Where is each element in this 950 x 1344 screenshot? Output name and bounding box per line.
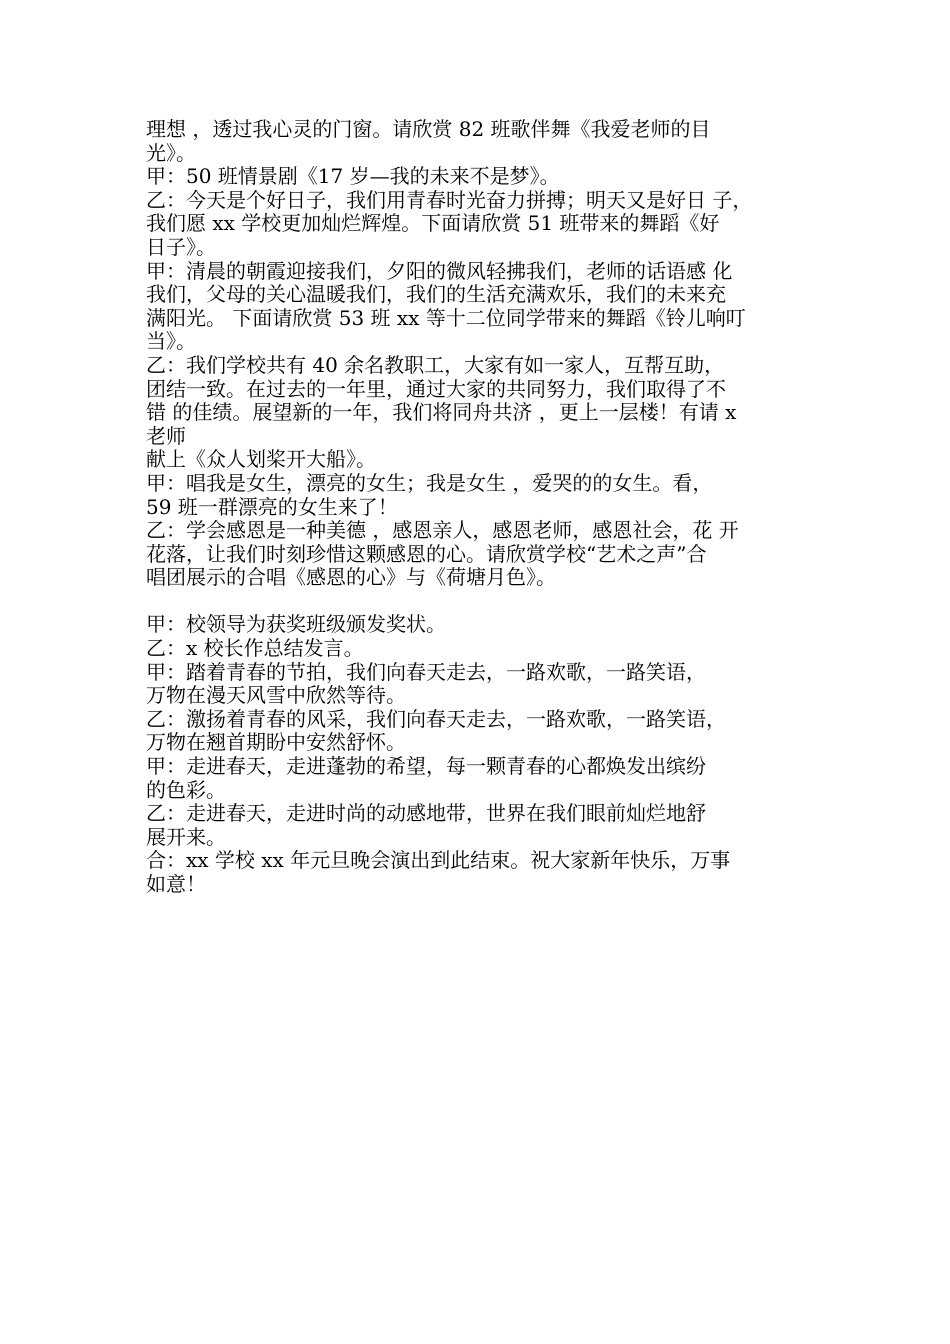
text-line: 我们愿 xx 学校更加灿烂辉煌。下面请欣赏 51 班带来的舞蹈《好 (146, 211, 720, 236)
text-line: 乙：x 校长作总结发言。 (146, 636, 364, 661)
text-line: 甲：踏着青春的节拍，我们向春天走去，一路欢歌，一路笑语， (146, 659, 706, 684)
text-line: 万物在翘首期盼中安然舒怀。 (146, 730, 406, 755)
text-line: 满阳光。 下面请欣赏 53 班 xx 等十二位同学带来的舞蹈《铃儿响叮 (146, 305, 746, 330)
text-line: 的色彩。 (146, 777, 226, 802)
text-line: 老师 (146, 423, 186, 448)
text-line: 错 的佳绩。展望新的一年，我们将同舟共济 ，更上一层楼！有请 x (146, 400, 737, 425)
text-line: 光》。 (146, 140, 196, 165)
text-line: 理想 ，透过我心灵的门窗。请欣赏 82 班歌伴舞《我爱老师的目 (146, 117, 711, 141)
text-line: 乙：走进春天，走进时尚的动感地带，世界在我们眼前灿烂地舒 (146, 801, 706, 826)
text-line: 日子》。 (146, 234, 216, 259)
text-line: 我们，父母的关心温暖我们，我们的生活充满欢乐，我们的未来充 (146, 282, 726, 307)
text-line: 当》。 (146, 329, 196, 354)
text-line: 甲：校领导为获奖班级颁发奖状。 (146, 612, 446, 637)
text-line: 献上《众人划桨开大船》。 (146, 447, 376, 472)
text-line: 59 班一群漂亮的女生来了！ (146, 494, 398, 519)
text-line: 乙：我们学校共有 40 余名教职工，大家有如一家人，互帮互助， (146, 352, 725, 377)
text-line: 如意！ (146, 872, 206, 896)
text-line: 甲：清晨的朝霞迎接我们，夕阳的微风轻拂我们，老师的话语感 化 (146, 258, 733, 283)
text-line: 乙：今天是个好日子，我们用青春时光奋力拼搏；明天又是好日 子， (146, 187, 753, 212)
text-line: 甲：唱我是女生，漂亮的女生；我是女生 ，爱哭的的女生。看， (146, 470, 713, 495)
text-line: 花落，让我们时刻珍惜这颗感恩的心。请欣赏学校“艺术之声”合 (146, 541, 707, 566)
text-line: 展开来。 (146, 824, 226, 849)
text-line: 万物在漫天风雪中欣然等待。 (146, 683, 406, 708)
text-line: 乙：激扬着青春的风采，我们向春天走去，一路欢歌，一路笑语， (146, 706, 726, 731)
text-line: 乙：学会感恩是一种美德 ，感恩亲人，感恩老师，感恩社会，花 开 (146, 518, 739, 543)
text-line: 合：xx 学校 xx 年元旦晚会演出到此结束。祝大家新年快乐，万事 (146, 848, 731, 873)
text-line: 团结一致。在过去的一年里，通过大家的共同努力，我们取得了不 (146, 376, 726, 401)
text-line: 甲：走进春天，走进蓬勃的希望，每一颗青春的心都焕发出缤纷 (146, 754, 706, 779)
text-line: 唱团展示的合唱《感恩的心》与《荷塘月色》。 (146, 565, 556, 590)
script-text (146, 118, 826, 897)
text-line: 甲：50 班情景剧《17 岁—我的未来不是梦》。 (146, 164, 560, 189)
blank-line (146, 590, 826, 614)
